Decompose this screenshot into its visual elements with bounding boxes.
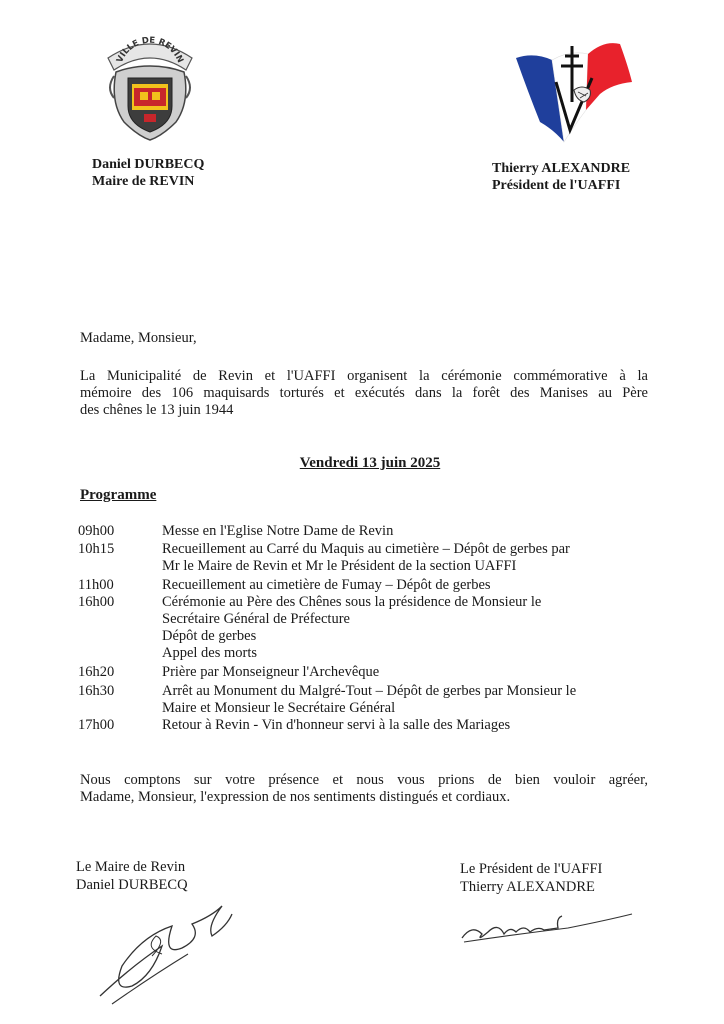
programme-line: Appel des morts [162, 645, 258, 661]
salutation: Madame, Monsieur, [80, 330, 197, 346]
programme-line: Mr le Maire de Revin et Mr le Président de la section UAFFI [162, 558, 517, 574]
right-handwritten-signature [458, 904, 638, 948]
programme-description [162, 523, 662, 540]
intro-line: des chênes le 13 juin 1944 [80, 402, 234, 418]
programme-line: Secrétaire Général de Préfecture [162, 611, 350, 627]
programme-time: 16h30 [78, 683, 115, 699]
programme-time: 16h00 [78, 594, 115, 610]
programme-heading: Programme [80, 487, 157, 503]
programme-line: Recueillement au cimetière de Fumay – Dépôt de gerbes [162, 577, 491, 593]
left-signer-name: Daniel DURBECQ [92, 157, 205, 172]
right-signer-name: Thierry ALEXANDRE [492, 161, 631, 176]
programme-description [162, 577, 662, 594]
right-signer-title: Président de l'UAFFI [492, 178, 621, 193]
programme-line: Recueillement au Carré du Maquis au cimetière – Dépôt de gerbes par [162, 541, 570, 557]
programme-line: Messe en l'Eglise Notre Dame de Revin [162, 523, 394, 539]
right-signature-block [460, 860, 602, 896]
programme-time: 16h20 [78, 664, 115, 680]
intro-paragraph [80, 368, 648, 419]
programme-description [162, 717, 662, 734]
intro-line: La Municipalité de Revin et l'UAFFI organisent la cérémonie commémorative à la [80, 368, 648, 384]
right-signer-header [492, 160, 630, 194]
programme-line: Maire et Monsieur le Secrétaire Général [162, 700, 396, 716]
uaffi-logo [512, 38, 636, 148]
svg-text:VILLE DE REVIN: VILLE DE REVIN [115, 35, 185, 65]
programme-line: Prière par Monseigneur l'Archevêque [162, 664, 380, 680]
uaffi-flag-emblem-icon [512, 38, 636, 148]
left-signer-header [92, 156, 204, 190]
programme-description [162, 683, 662, 717]
programme-line: Arrêt au Monument du Malgré-Tout – Dépôt de gerbes par Monsieur le [162, 683, 577, 699]
programme-description [162, 594, 662, 662]
programme-time: 11h00 [78, 577, 114, 593]
left-signer-title: Maire de REVIN [92, 174, 195, 189]
left-signature-role: Le Maire de Revin [76, 859, 186, 875]
programme-description [162, 664, 662, 681]
right-signature-role: Le Président de l'UAFFI [460, 861, 603, 877]
programme-time: 09h00 [78, 523, 115, 539]
closing-line: Nous comptons sur votre présence et nous vous prions de bien vouloir agréer, [80, 772, 648, 788]
programme-line: Retour à Revin - Vin d'honneur servi à la salle des Mariages [162, 717, 511, 733]
intro-line: mémoire des 106 maquisards torturés et exécutés dans la forêt des Manises au Père [80, 385, 648, 401]
programme-time: 17h00 [78, 717, 115, 733]
programme-time: 10h15 [78, 541, 115, 557]
revin-coat-of-arms-icon [100, 32, 200, 142]
programme-line: Dépôt de gerbes [162, 628, 257, 644]
programme-description [162, 541, 662, 575]
programme-line: Cérémonie au Père des Chênes sous la présidence de Monsieur le [162, 594, 542, 610]
date-heading: Vendredi 13 juin 2025 [299, 455, 441, 471]
left-signature-block [76, 858, 188, 894]
revin-coat-of-arms-logo [100, 32, 200, 142]
right-signature-name: Thierry ALEXANDRE [460, 879, 595, 895]
left-handwritten-signature [92, 896, 242, 1008]
closing-paragraph [80, 772, 648, 806]
closing-line: Madame, Monsieur, l'expression de nos sentiments distingués et cordiaux. [80, 789, 511, 805]
left-signature-name: Daniel DURBECQ [76, 877, 188, 893]
